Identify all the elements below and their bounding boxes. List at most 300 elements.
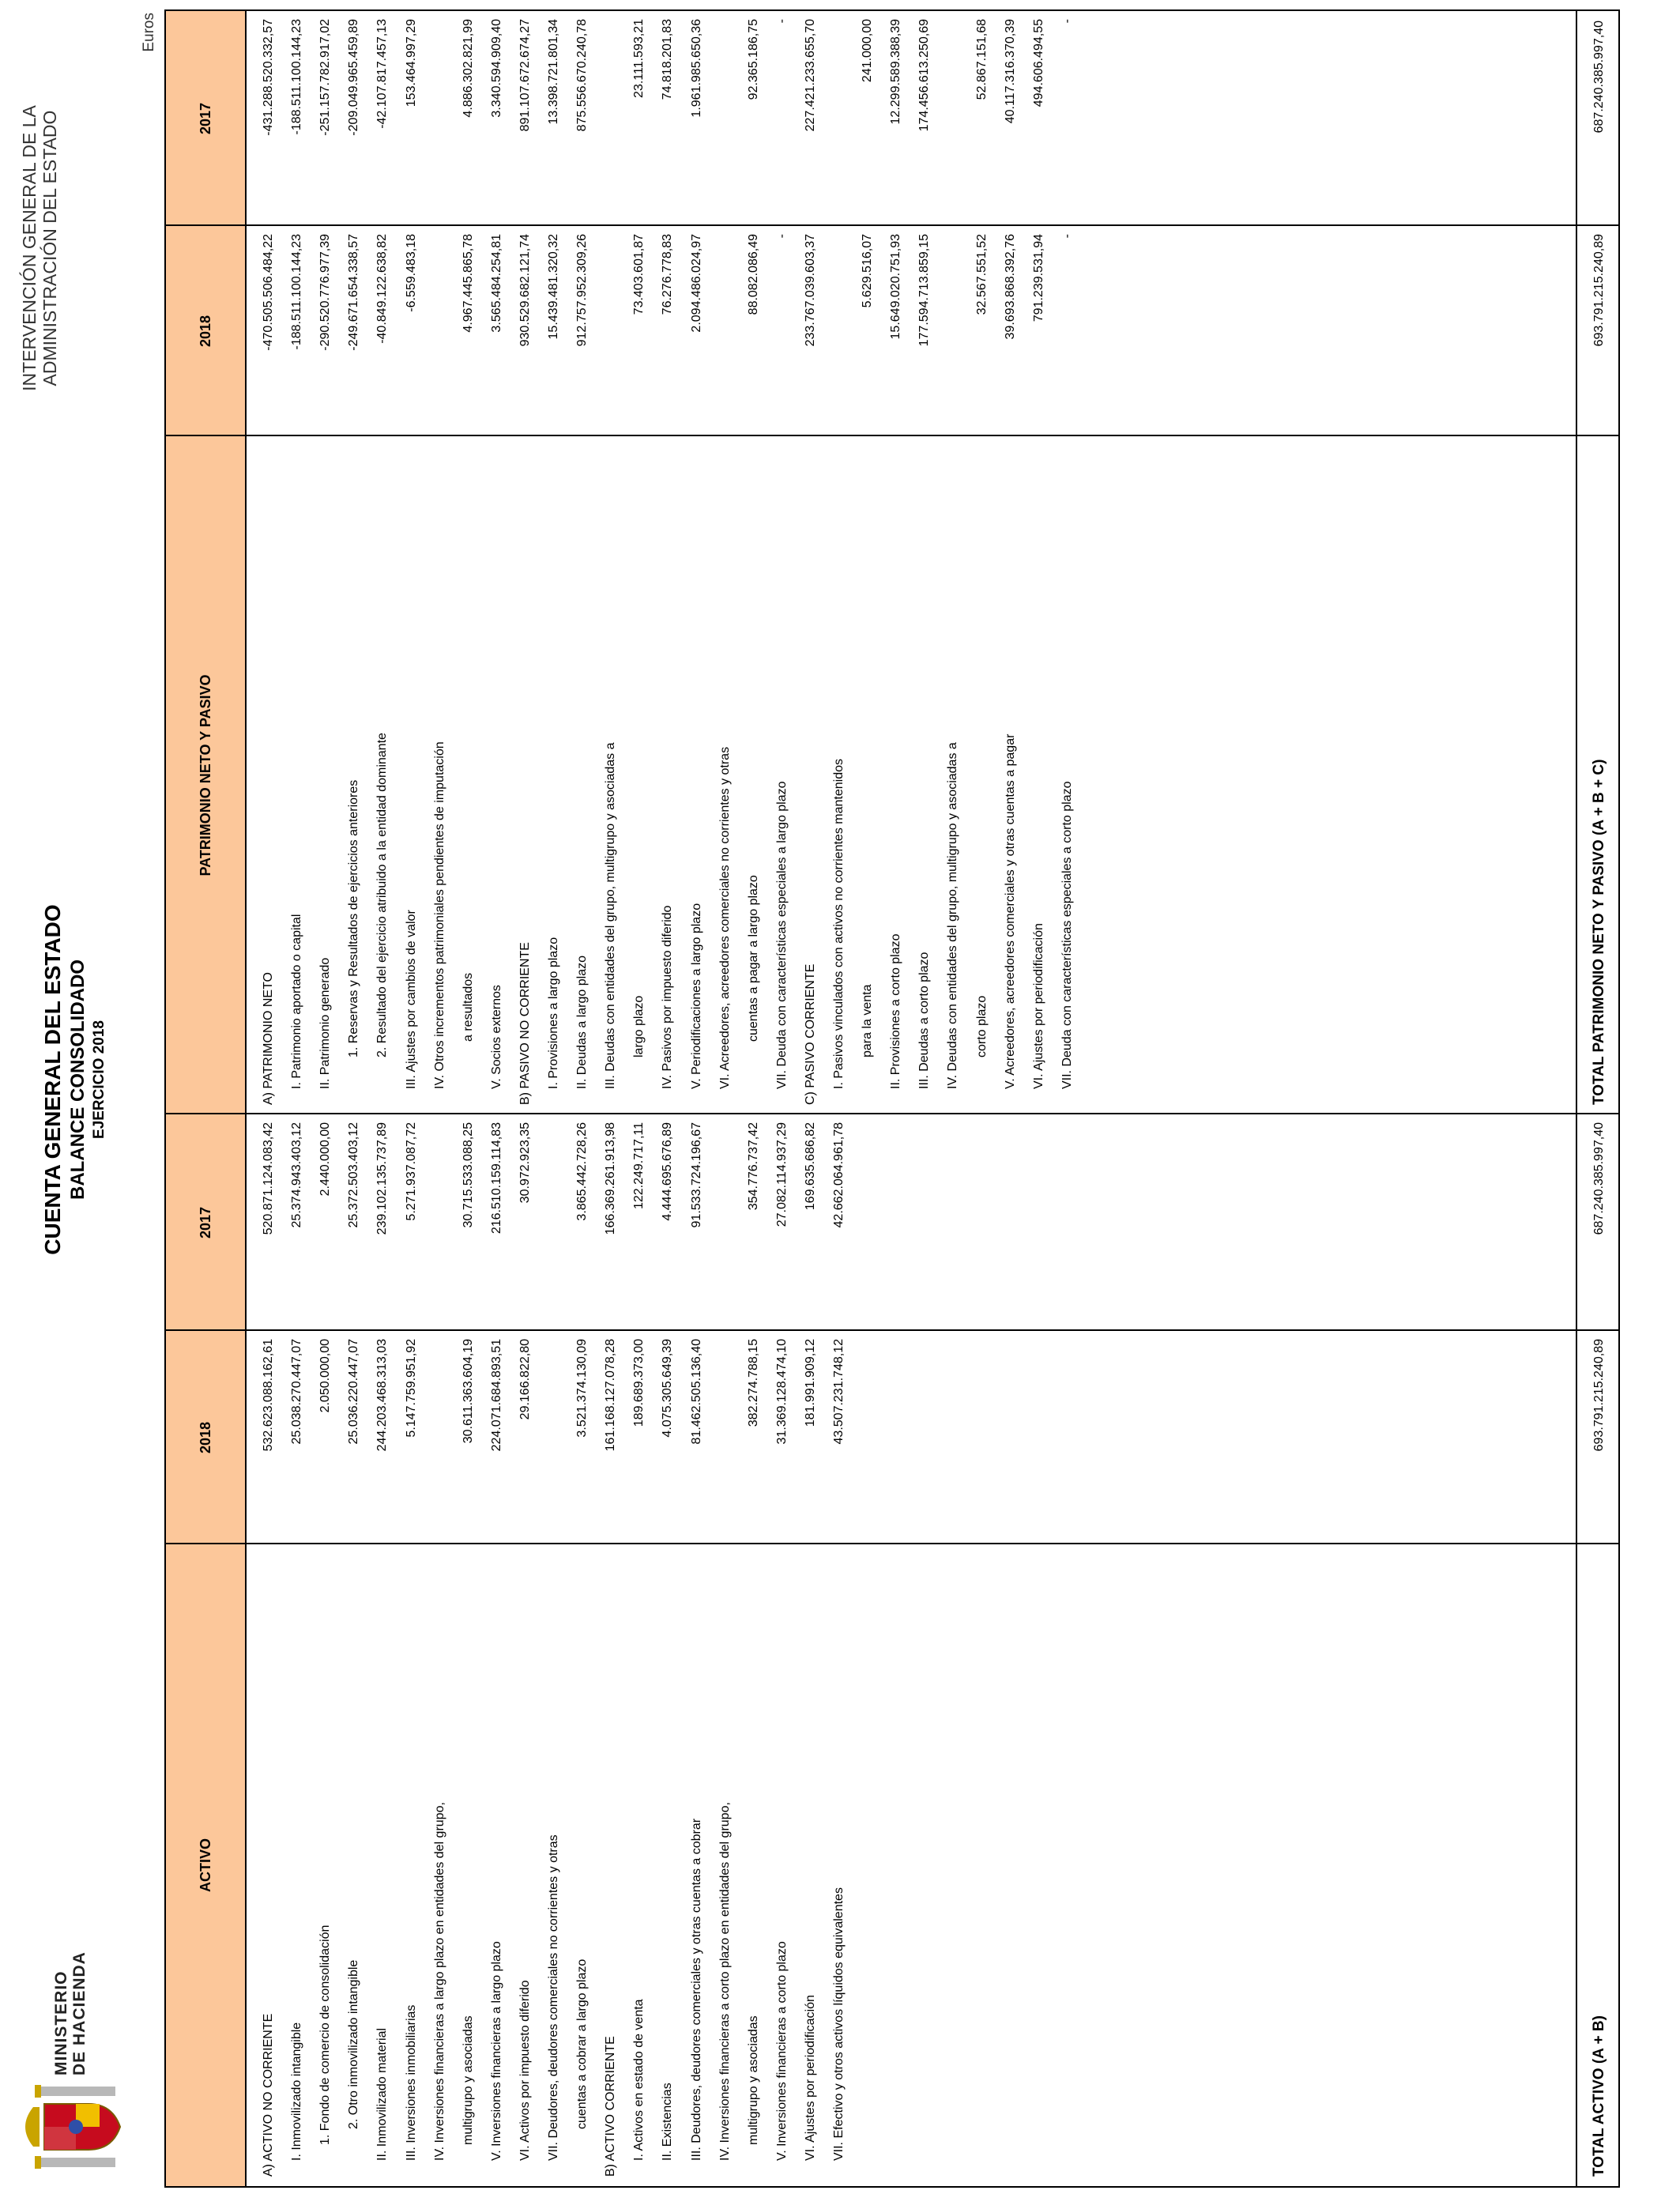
activo-value-2017-text: 27.082.114.937,29	[774, 1122, 789, 1227]
pasivo-value-2017	[912, 17, 936, 224]
pasivo-value-2018	[883, 232, 908, 439]
pasivo-value-2017-text: -	[774, 19, 789, 24]
pasivo-row	[883, 425, 908, 1089]
activo-row	[541, 1536, 566, 2161]
activo-value-2018-text: 2.050.000,00	[318, 1339, 333, 1413]
pasivo-value-2018	[684, 232, 709, 439]
pasivo-row	[428, 425, 452, 1089]
pasivo-value-2018-text: 5.629.516,07	[861, 234, 875, 308]
activo-value-2018-text: 43.507.231.748,12	[832, 1339, 846, 1445]
pasivo-row-label: IV. Pasivos por impuesto diferido	[661, 905, 675, 1089]
pasivo-value-2018	[313, 232, 337, 439]
activo-value-2018-text: 244.203.468.313,03	[375, 1339, 390, 1452]
pasivo-row-label: VII. Deuda con características especiales a corto plazo	[1060, 781, 1074, 1089]
pasivo-row-label: largo plazo	[632, 995, 646, 1057]
pasivo-value-2017-text: 3.340.594.909,40	[489, 19, 503, 118]
activo-row-label: V. Inversiones financieras a largo plazo	[489, 1941, 503, 2161]
activo-value-2017-text: 42.662.064.961,78	[832, 1122, 846, 1228]
pasivo-value-2017	[428, 17, 452, 224]
pasivo-value-2018	[284, 232, 309, 439]
pasivo-row	[484, 425, 509, 1089]
activo-value-2017	[428, 1121, 452, 1328]
activo-value-2018-text: 5.147.759.951,92	[404, 1339, 418, 1438]
activo-row-label: cuentas a cobrar a largo plazo	[575, 1958, 590, 2129]
header-activo-2018: 2018	[166, 1331, 247, 1544]
pasivo-value-2018	[1055, 232, 1079, 439]
pasivo-row-label: para la venta	[861, 984, 875, 1057]
activo-value-2017	[513, 1121, 537, 1328]
pasivo-row	[541, 425, 566, 1089]
activo-value-2017-text: 3.865.442.728,26	[575, 1122, 590, 1221]
pasivo-row	[627, 394, 651, 1057]
pasivo-value-2017-text: -251.157.782.917,02	[318, 19, 333, 136]
pasivo-value-2018-text: -249.671.654.338,57	[347, 234, 361, 351]
activo-row	[484, 1536, 509, 2161]
activo-row	[428, 1536, 452, 2161]
pasivo-row	[1026, 425, 1051, 1089]
total-pasivo-2018-cell	[1587, 226, 1611, 436]
pasivo-row-label: I. Patrimonio aportado o capital	[290, 914, 304, 1089]
pasivo-value-2017-text: 4.886.302.821,99	[461, 19, 475, 118]
pasivo-value-2017	[313, 17, 337, 224]
activo-value-2018	[370, 1337, 394, 1544]
pasivo-value-2017	[570, 17, 594, 224]
activo-value-2017	[370, 1121, 394, 1328]
pasivo-value-2017-text: 494.606.494,55	[1031, 19, 1045, 107]
pasivo-value-2017-text: 74.818.201,83	[661, 19, 675, 100]
pasivo-value-2018-text: 2.094.486.024,97	[689, 234, 703, 333]
pasivo-value-2017	[998, 17, 1023, 224]
pasivo-value-2017	[741, 17, 766, 224]
pasivo-value-2017-text: -188.511.100.144,23	[290, 19, 304, 135]
pasivo-row-label: VI. Acreedores, acreedores comerciales no corrientes y otras	[718, 746, 732, 1089]
pasivo-row	[399, 425, 424, 1089]
activo-row-label: B) ACTIVO CORRIENTE	[604, 2036, 618, 2177]
activo-value-2018	[341, 1337, 366, 1544]
activo-value-2017	[456, 1121, 480, 1328]
activo-value-2018-text: 30.611.363.604,19	[461, 1339, 475, 1444]
pasivo-row	[684, 425, 709, 1089]
pasivo-value-2017-text: 1.961.985.650,36	[689, 19, 703, 118]
pasivo-row	[827, 425, 851, 1089]
pasivo-row-label: 1. Reservas y Resultados de ejercicios anteriores	[347, 779, 361, 1057]
pasivo-row-label: V. Socios externos	[489, 985, 503, 1089]
activo-value-2017-text: 25.374.943.403,12	[290, 1122, 304, 1228]
activo-row	[570, 1505, 594, 2129]
activo-value-2017-text: 2.440.000,00	[318, 1122, 333, 1197]
pasivo-value-2018	[970, 232, 994, 439]
activo-value-2017	[627, 1121, 651, 1328]
pasivo-value-2017	[484, 17, 509, 224]
ministry-name: MINISTERIO DE HACIENDA	[52, 1951, 89, 2075]
pasivo-value-2018-text: -	[1060, 234, 1074, 239]
pasivo-value-2018-text: -6.559.483,18	[404, 234, 418, 312]
pasivo-value-2018	[998, 232, 1023, 439]
activo-row-label: multigrupo y asociadas	[461, 2015, 475, 2145]
activo-value-2017-text: 30.715.533.088,25	[461, 1122, 475, 1228]
pasivo-row-label: II. Patrimonio generado	[318, 957, 333, 1089]
activo-value-2018	[827, 1337, 851, 1544]
pasivo-value-2018-text: 39.693.868.392,76	[1003, 234, 1017, 340]
activo-value-2018-text: 189.689.373,00	[632, 1339, 646, 1427]
activo-value-2018-text: 181.991.909,12	[803, 1339, 817, 1427]
header-activo: ACTIVO	[166, 1544, 247, 2186]
pasivo-value-2017	[883, 17, 908, 224]
pasivo-value-2017	[341, 17, 366, 224]
pasivo-row	[655, 425, 680, 1089]
activo-value-2018-text: 532.623.088.162,61	[262, 1339, 275, 1452]
pasivo-row	[1055, 425, 1079, 1089]
pasivo-row	[513, 441, 537, 1105]
pasivo-value-2018	[912, 232, 936, 439]
activo-row-label: II. Existencias	[661, 2083, 675, 2161]
pasivo-row	[256, 441, 281, 1105]
total-pasivo-2017: 687.240.385.997,40	[1592, 21, 1606, 134]
activo-value-2017-text: 216.510.159.114,83	[489, 1122, 503, 1235]
total-activo-2018: 693.791.215.240,89	[1592, 1339, 1606, 1452]
pasivo-value-2017-text: 174.456.613.250,69	[917, 19, 932, 132]
pasivo-value-2018-text: -40.849.122.638,82	[375, 234, 390, 344]
total-pasivo-2017-cell	[1587, 11, 1611, 226]
activo-value-2018	[484, 1337, 509, 1544]
pasivo-row-label: C) PASIVO CORRIENTE	[803, 963, 817, 1105]
header-activo-2017: 2017	[166, 1114, 247, 1331]
activo-row-label: 1. Fondo de comercio de consolidación	[318, 1924, 333, 2145]
activo-row-label: VII. Efectivo y otros activos líquidos equivalentes	[832, 1887, 846, 2161]
activo-row-label: multigrupo y asociadas	[746, 2015, 760, 2145]
activo-row-label: IV. Inversiones financieras a corto plazo en entidades del grupo,	[718, 1802, 732, 2161]
pasivo-value-2018	[370, 232, 394, 439]
pasivo-value-2017-text: 13.398.721.801,34	[547, 19, 560, 125]
pasivo-value-2018	[627, 232, 651, 439]
pasivo-row	[341, 394, 366, 1057]
pasivo-value-2017-text: -	[1060, 19, 1074, 24]
activo-row-label: VI. Ajustes por periodificación	[803, 1995, 817, 2161]
pasivo-value-2018	[598, 232, 623, 439]
pasivo-value-2018	[570, 232, 594, 439]
pasivo-value-2018-text: 912.757.952.309,26	[575, 234, 590, 347]
pasivo-value-2017-text: -42.107.817.457,13	[375, 19, 390, 129]
activo-row-label: IV. Inversiones financieras a largo plazo en entidades del grupo,	[432, 1802, 446, 2161]
pasivo-value-2018	[256, 232, 281, 439]
activo-row	[684, 1536, 709, 2161]
activo-value-2018	[256, 1337, 281, 1544]
activo-value-2017-text: 91.533.724.196,67	[689, 1122, 703, 1228]
pasivo-value-2018	[1026, 232, 1051, 439]
activo-row-label: VII. Deudores, deudores comerciales no corrientes y otras	[547, 1834, 560, 2161]
activo-value-2017	[798, 1121, 823, 1328]
activo-value-2017	[713, 1121, 737, 1328]
currency-unit: Euros	[141, 13, 157, 52]
pasivo-value-2017-text: 92.365.186,75	[746, 19, 760, 100]
activo-row	[341, 1505, 366, 2129]
activo-row	[370, 1536, 394, 2161]
pasivo-value-2017	[1055, 17, 1079, 224]
header-pasivo-2018: 2018	[166, 226, 247, 436]
balance-table	[164, 9, 1620, 2188]
activo-value-2018	[313, 1337, 337, 1544]
pasivo-value-2018	[484, 232, 509, 439]
report-subtitle: BALANCE CONSOLIDADO	[67, 959, 89, 1200]
activo-row	[256, 1552, 281, 2177]
pasivo-value-2018-text: -290.520.776.977,39	[318, 234, 333, 351]
pasivo-row	[970, 394, 994, 1057]
activo-row-label: A) ACTIVO NO CORRIENTE	[262, 2013, 275, 2177]
pasivo-row-label: VII. Deuda con características especiales a largo plazo	[774, 781, 789, 1089]
pasivo-value-2017	[256, 17, 281, 224]
activo-value-2018	[684, 1337, 709, 1544]
activo-value-2018-text: 29.166.822,80	[518, 1339, 532, 1420]
pasivo-row	[713, 425, 737, 1089]
pasivo-value-2017-text: 153.464.997,29	[404, 19, 418, 107]
pasivo-value-2017	[940, 17, 965, 224]
activo-value-2017-text: 30.972.923,35	[518, 1122, 532, 1204]
pasivo-value-2017	[798, 17, 823, 224]
activo-row	[513, 1536, 537, 2161]
activo-value-2017	[827, 1121, 851, 1328]
activo-value-2018-text: 382.274.788,15	[746, 1339, 760, 1427]
pasivo-value-2017-text: -209.049.965.459,89	[347, 19, 361, 136]
pasivo-value-2017	[713, 17, 737, 224]
pasivo-row	[570, 425, 594, 1089]
pasivo-row-label: V. Acreedores, acreedores comerciales y otras cuentas a pagar	[1003, 733, 1017, 1089]
pasivo-value-2018-text: -188.511.100.144,23	[290, 234, 304, 350]
pasivo-value-2018	[855, 232, 880, 439]
pasivo-value-2017	[770, 17, 794, 224]
pasivo-value-2017	[1026, 17, 1051, 224]
activo-value-2017	[399, 1121, 424, 1328]
pasivo-value-2017-text: -431.288.520.332,57	[262, 19, 275, 136]
pasivo-value-2017	[655, 17, 680, 224]
organization-text: INTERVENCIÓN GENERAL DE LA ADMINISTRACIÓN DEL ESTADO	[19, 105, 60, 391]
activo-value-2017-text: 354.776.737,42	[746, 1122, 760, 1211]
activo-value-2018	[713, 1337, 737, 1544]
pasivo-value-2018-text: 791.239.531,94	[1031, 234, 1045, 322]
pasivo-row	[456, 378, 480, 1042]
activo-row-label: V. Inversiones financieras a corto plazo	[774, 1941, 789, 2161]
activo-row-label: II. Inmovilizado material	[375, 2027, 390, 2161]
activo-value-2017	[570, 1121, 594, 1328]
pasivo-row	[912, 425, 936, 1089]
activo-value-2017-text: 239.102.135.737,89	[375, 1122, 390, 1235]
pasivo-value-2017-text: 40.117.316.370,39	[1003, 19, 1017, 124]
pasivo-row-label: VI. Ajustes por periodificación	[1031, 923, 1045, 1089]
pasivo-value-2018	[713, 232, 737, 439]
report-exercise: EJERCICIO 2018	[91, 1020, 107, 1139]
pasivo-row	[313, 425, 337, 1089]
pasivo-row	[798, 441, 823, 1105]
pasivo-row-label: III. Deudas con entidades del grupo, multigrupo y asociadas a	[604, 742, 618, 1089]
pasivo-row-label: cuentas a pagar a largo plazo	[746, 875, 760, 1042]
activo-row-label: 2. Otro inmovilizado intangible	[347, 1959, 361, 2129]
activo-value-2018	[456, 1337, 480, 1544]
activo-value-2018	[798, 1337, 823, 1544]
activo-value-2017	[313, 1121, 337, 1328]
pasivo-value-2017-text: 241.000,00	[861, 19, 875, 83]
header-pasivo-2017: 2017	[166, 11, 247, 226]
pasivo-row	[370, 394, 394, 1057]
pasivo-value-2018	[456, 232, 480, 439]
activo-row	[798, 1536, 823, 2161]
pasivo-value-2017	[855, 17, 880, 224]
pasivo-value-2018	[741, 232, 766, 439]
total-activo-label: TOTAL ACTIVO (A + B)	[1591, 2015, 1607, 2177]
pasivo-row	[855, 394, 880, 1057]
activo-value-2017	[684, 1121, 709, 1328]
activo-row	[770, 1536, 794, 2161]
activo-value-2017	[484, 1121, 509, 1328]
activo-value-2017	[256, 1121, 281, 1328]
activo-row	[627, 1536, 651, 2161]
total-pasivo-2018: 693.791.215.240,89	[1592, 234, 1606, 347]
activo-row	[598, 1552, 623, 2177]
pasivo-value-2018	[341, 232, 366, 439]
pasivo-value-2017	[684, 17, 709, 224]
total-divider	[1576, 11, 1577, 2186]
activo-value-2018-text: 224.071.684.893,51	[489, 1339, 503, 1452]
activo-row	[284, 1536, 309, 2161]
pasivo-value-2018-text: 88.082.086,49	[746, 234, 760, 315]
pasivo-row-label: I. Pasivos vinculados con activos no corrientes mantenidos	[832, 759, 846, 1089]
activo-value-2017	[284, 1121, 309, 1328]
pasivo-value-2018-text: 73.403.601,87	[632, 234, 646, 315]
pasivo-value-2018	[770, 232, 794, 439]
pasivo-value-2018-text: 233.767.039.603,37	[803, 234, 817, 347]
activo-row-label: I. Inmovilizado intangible	[290, 2022, 304, 2161]
activo-value-2018	[598, 1337, 623, 1544]
pasivo-value-2018	[513, 232, 537, 439]
pasivo-value-2017	[399, 17, 424, 224]
activo-value-2018-text: 31.369.128.474,10	[774, 1339, 789, 1445]
activo-value-2018-text: 4.075.305.649,39	[661, 1339, 675, 1438]
organization-name	[19, 11, 60, 485]
pasivo-row	[284, 425, 309, 1089]
activo-value-2017	[655, 1121, 680, 1328]
activo-value-2017-text: 4.444.695.676,89	[661, 1122, 675, 1221]
pasivo-row-label: I. Provisiones a largo plazo	[547, 937, 560, 1089]
pasivo-value-2017	[970, 17, 994, 224]
pasivo-value-2017	[598, 17, 623, 224]
pasivo-value-2018	[827, 232, 851, 439]
pasivo-value-2018-text: 177.594.713.859,15	[917, 234, 932, 347]
report-title: CUENTA GENERAL DEL ESTADO	[40, 904, 65, 1255]
activo-value-2018	[399, 1337, 424, 1544]
pasivo-value-2018-text: 930.529.682.121,74	[518, 234, 532, 347]
pasivo-value-2018-text: 15.649.020.751,93	[889, 234, 903, 340]
activo-value-2017	[598, 1121, 623, 1328]
header-pasivo: PATRIMONIO NETO Y PASIVO	[166, 436, 247, 1114]
activo-row-label: I. Activos en estado de venta	[632, 1999, 646, 2161]
activo-value-2017-text: 169.635.686,82	[803, 1122, 817, 1211]
activo-value-2018	[284, 1337, 309, 1544]
column-divider	[166, 1329, 1618, 1331]
activo-value-2017-text: 166.369.261.913,98	[604, 1122, 618, 1235]
activo-row-label: VI. Activos por impuesto diferido	[518, 1980, 532, 2161]
pasivo-value-2017	[456, 17, 480, 224]
activo-value-2018-text: 81.462.505.136,40	[689, 1339, 703, 1445]
pasivo-value-2018-text: -470.505.506.484,22	[262, 234, 275, 351]
activo-value-2017-text: 25.372.503.403,12	[347, 1122, 361, 1228]
activo-value-2017	[741, 1121, 766, 1328]
pasivo-row-label: II. Provisiones a corto plazo	[889, 933, 903, 1089]
pasivo-value-2018-text: 15.439.481.320,32	[547, 234, 560, 340]
pasivo-row-label: III. Ajustes por cambios de valor	[404, 910, 418, 1089]
pasivo-row-label: IV. Deudas con entidades del grupo, multigrupo y asociadas a	[946, 742, 960, 1089]
activo-value-2018	[513, 1337, 537, 1544]
pasivo-value-2017	[284, 17, 309, 224]
activo-value-2018	[655, 1337, 680, 1544]
activo-row	[741, 1521, 766, 2145]
pasivo-value-2017	[541, 17, 566, 224]
pasivo-value-2018	[940, 232, 965, 439]
pasivo-value-2018	[541, 232, 566, 439]
pasivo-row-label: 2. Resultado del ejercicio atribuido a la entidad dominante	[375, 733, 390, 1057]
activo-value-2018	[770, 1337, 794, 1544]
pasivo-row-label: III. Deudas a corto plazo	[917, 952, 932, 1089]
spain-coat-of-arms-icon	[16, 2083, 126, 2170]
pasivo-row-label: A) PATRIMONIO NETO	[262, 971, 275, 1105]
pasivo-row-label: V. Periodificaciones a largo plazo	[689, 903, 703, 1089]
activo-row	[713, 1536, 737, 2161]
pasivo-row-label: B) PASIVO NO CORRIENTE	[518, 942, 532, 1105]
activo-value-2018	[627, 1337, 651, 1544]
activo-value-2018-text: 25.038.270.447,07	[290, 1339, 304, 1445]
activo-value-2018	[570, 1337, 594, 1544]
pasivo-value-2018-text: -	[774, 234, 789, 239]
pasivo-value-2018-text: 3.565.484.254,81	[489, 234, 503, 333]
pasivo-value-2017	[370, 17, 394, 224]
activo-value-2017-text: 122.249.717,11	[632, 1122, 646, 1210]
pasivo-row	[741, 378, 766, 1042]
activo-value-2018	[741, 1337, 766, 1544]
activo-row	[655, 1536, 680, 2161]
activo-row	[399, 1536, 424, 2161]
pasivo-value-2018-text: 76.276.778,83	[661, 234, 675, 315]
activo-value-2017	[541, 1121, 566, 1328]
pasivo-value-2017-text: 227.421.233.655,70	[803, 19, 817, 132]
total-activo-2017-cell	[1587, 1114, 1611, 1331]
activo-row	[456, 1521, 480, 2145]
activo-value-2017	[770, 1121, 794, 1328]
pasivo-row-label: II. Deudas a largo plazo	[575, 956, 590, 1089]
activo-value-2018-text: 3.521.374.130,09	[575, 1339, 590, 1438]
activo-value-2017-text: 520.871.124.083,42	[262, 1122, 275, 1235]
pasivo-row-label: IV. Otros incrementos patrimoniales pendientes de imputación	[432, 741, 446, 1089]
pasivo-row	[598, 425, 623, 1089]
pasivo-value-2017-text: 52.867.151,68	[974, 19, 989, 100]
activo-value-2017	[341, 1121, 366, 1328]
report-titles	[40, 724, 109, 1435]
pasivo-value-2018	[655, 232, 680, 439]
pasivo-value-2018	[399, 232, 424, 439]
pasivo-value-2017	[827, 17, 851, 224]
pasivo-value-2018-text: 32.567.551,52	[974, 234, 989, 315]
activo-value-2018	[428, 1337, 452, 1544]
total-pasivo-label: TOTAL PATRIMONIO NETO Y PASIVO (A + B + C)	[1591, 759, 1607, 1105]
pasivo-value-2017	[627, 17, 651, 224]
pasivo-value-2018	[428, 232, 452, 439]
pasivo-value-2018-text: 4.967.445.865,78	[461, 234, 475, 333]
activo-value-2018	[541, 1337, 566, 1544]
pasivo-value-2017-text: 23.111.593,21	[632, 19, 646, 98]
pasivo-value-2017-text: 12.299.589.388,39	[889, 19, 903, 125]
pasivo-value-2018	[798, 232, 823, 439]
activo-row-label: III. Inversiones inmobiliarias	[404, 2004, 418, 2161]
column-divider	[166, 1113, 1618, 1114]
column-divider	[166, 224, 1618, 226]
pasivo-row-label: corto plazo	[974, 995, 989, 1057]
pasivo-row-label: a resultados	[461, 972, 475, 1042]
